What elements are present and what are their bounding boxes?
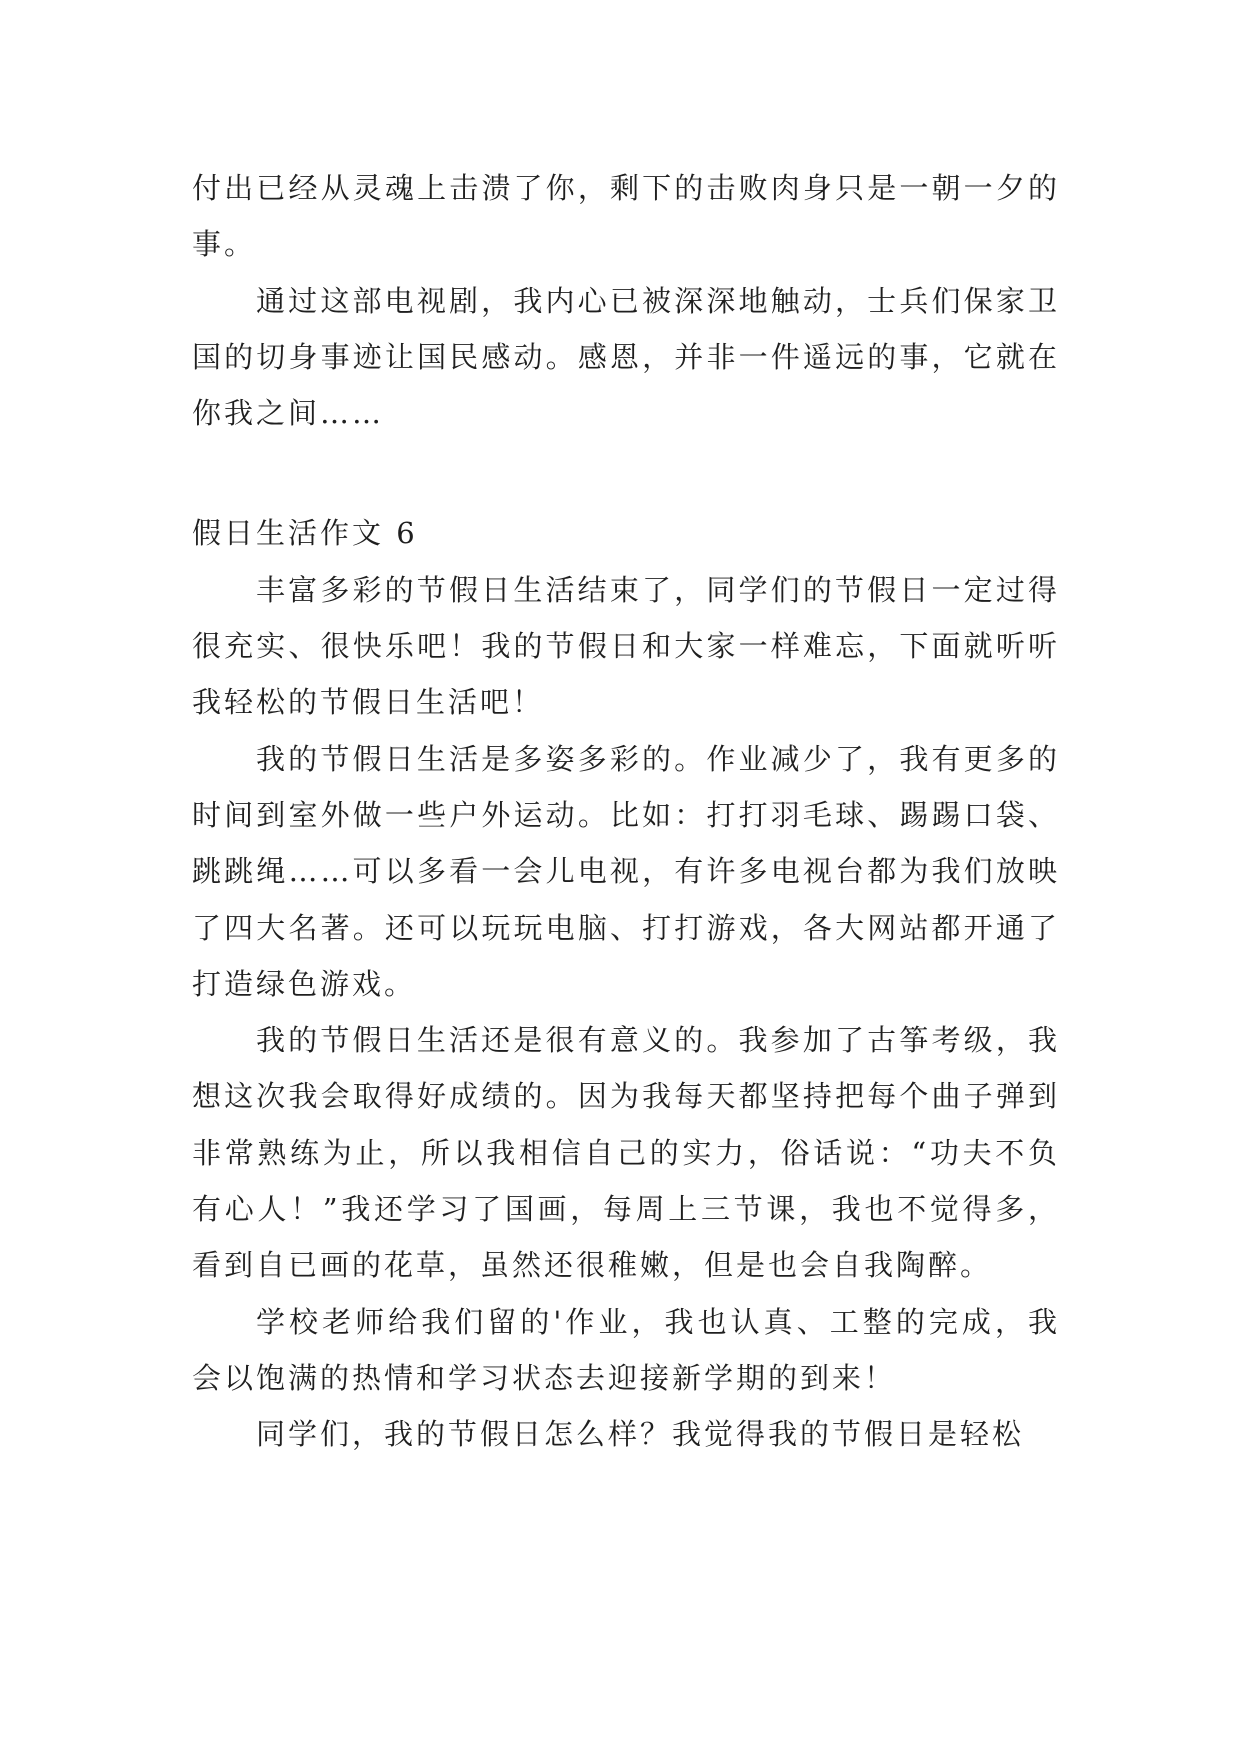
paragraph-4: 学校老师给我们留的'作业，我也认真、工整的完成，我会以饱满的热情和学习状态去迎接新学期的到来！ (192, 1304, 1060, 1395)
paragraph-reflection: 通过这部电视剧，我内心已被深深地触动，士兵们保家卫国的切身事迹让国民感动。感恩，并非一件遥远的事，它就在你我之间…… (192, 283, 1060, 431)
paragraph-3: 我的节假日生活还是很有意义的。我参加了古筝考级，我想这次我会取得好成绩的。因为我每天都坚持把每个曲子弹到非常熟练为止，所以我相信自己的实力，俗话说：“功夫不负有心人！”我还学习了国画，每周上三节课，我也不觉得多，看到自已画的花草，虽然还很稚嫩，但是也会自我陶醉。 (192, 1023, 1060, 1283)
paragraph-5: 同学们，我的节假日怎么样？我觉得我的节假日是轻松 (256, 1417, 1025, 1452)
paragraph-continued: 付出已经从灵魂上击溃了你，剩下的击败肉身只是一朝一夕的事。 (192, 171, 1060, 262)
paragraph-1: 丰富多彩的节假日生活结束了，同学们的节假日一定过得很充实、很快乐吧！我的节假日和大家一样难忘，下面就听听我轻松的节假日生活吧！ (192, 572, 1060, 720)
document-page (192, 160, 1060, 1463)
section-title: 假日生活作文 6 (192, 516, 418, 551)
paragraph-2: 我的节假日生活是多姿多彩的。作业减少了，我有更多的时间到室外做一些户外运动。比如：打打羽毛球、踢踢口袋、跳跳绳……可以多看一会儿电视，有许多电视台都为我们放映了四大名著。还可以玩玩电脑、打打游戏，各大网站都开通了打造绿色游戏。 (192, 741, 1060, 1001)
section-gap (192, 441, 1060, 505)
